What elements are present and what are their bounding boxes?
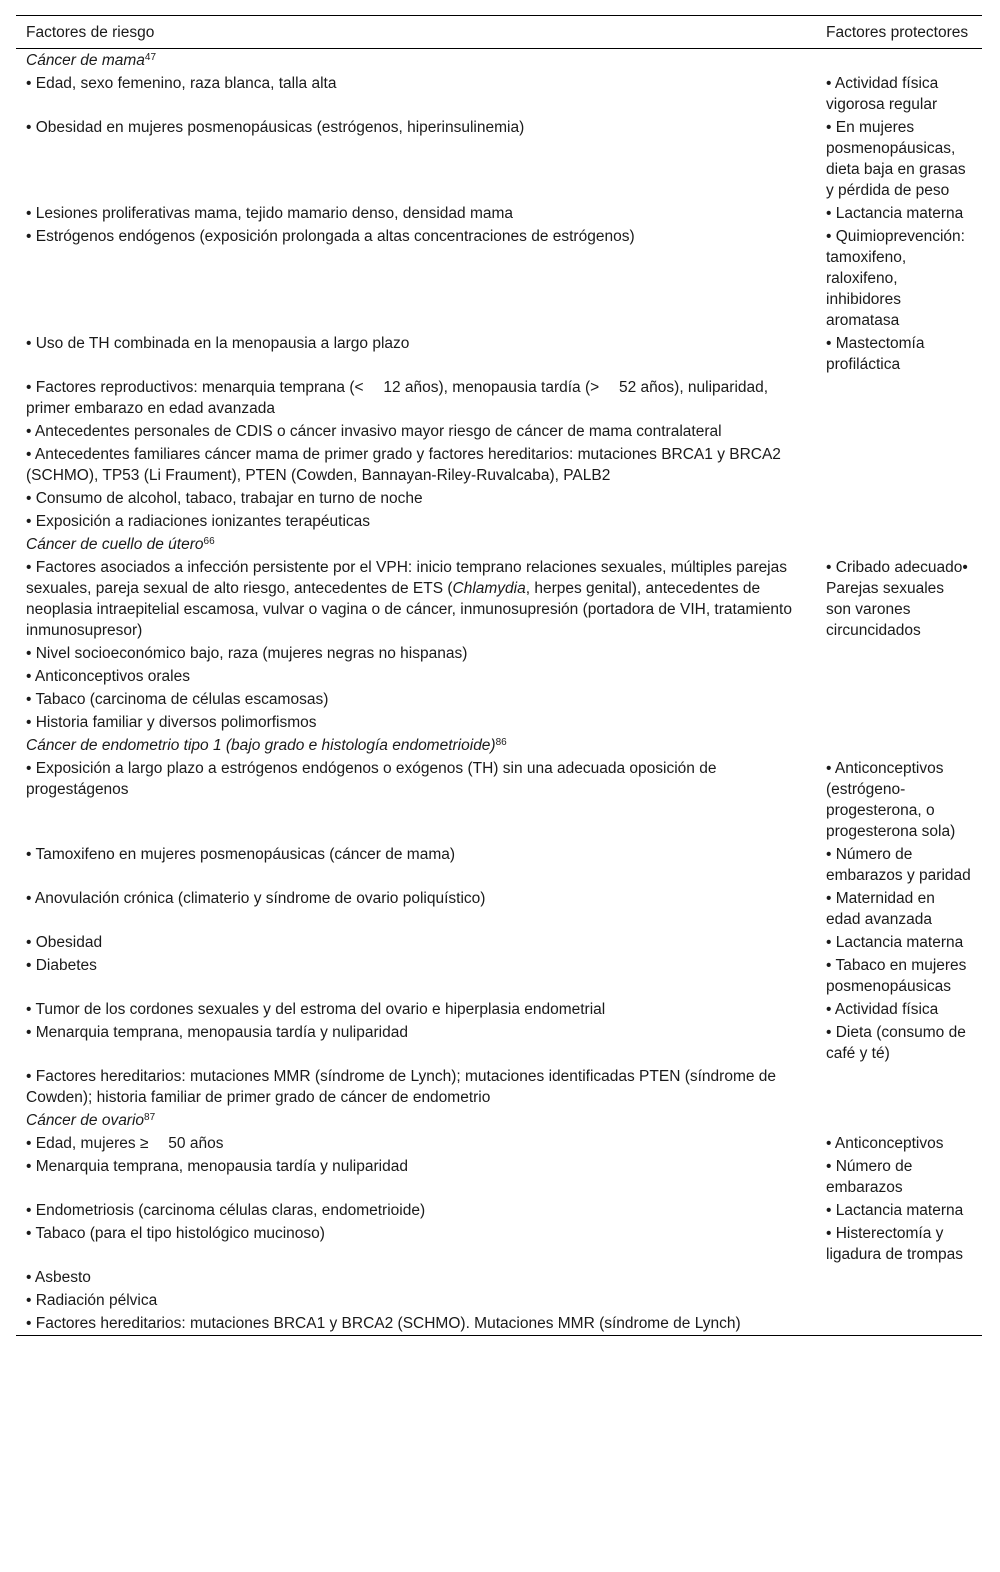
risk-cell: • Factores hereditarios: mutaciones MMR (síndrome de Lynch); mutaciones identificadas PTEN (síndrome de Cowden); historia familiar de primer grado de cáncer de endometrio: [26, 1068, 777, 1106]
table-row: [16, 954, 982, 998]
table-row: [16, 1222, 982, 1266]
table-row: [16, 688, 982, 711]
section-title: [16, 533, 982, 556]
table-row: [16, 556, 982, 642]
risk-cell: • Consumo de alcohol, tabaco, trabajar en turno de noche: [26, 490, 423, 507]
table-row: [16, 1312, 982, 1336]
risk-cell: • Edad, sexo femenino, raza blanca, talla alta: [26, 75, 337, 92]
table-row: [16, 1199, 982, 1222]
protective-cell: • Lactancia materna: [826, 205, 964, 222]
table-row: [16, 376, 982, 420]
table-row: [16, 1155, 982, 1199]
risk-cell: • Obesidad en mujeres posmenopáusicas (estrógenos, hiperinsulinemia): [26, 119, 525, 136]
protective-cell: • Quimioprevención: tamoxifeno, raloxifeno, inhibidores aromatasa: [826, 228, 965, 329]
section-row-ovarian: [16, 1109, 982, 1132]
protective-cell: [816, 487, 982, 510]
protective-cell: [816, 642, 982, 665]
table-row: [16, 757, 982, 843]
header-row: [16, 16, 982, 49]
table-row: [16, 887, 982, 931]
risk-cell: • Factores hereditarios: mutaciones BRCA1 y BRCA2 (SCHMO). Mutaciones MMR (síndrome de Lynch): [26, 1315, 741, 1332]
protective-cell: [816, 1065, 982, 1109]
risk-cell: • Tamoxifeno en mujeres posmenopáusicas (cáncer de mama): [26, 846, 456, 863]
protective-cell: • Anticonceptivos: [826, 1135, 944, 1152]
risk-text-italic: Chlamydia: [452, 580, 526, 597]
protective-cell: • Lactancia materna: [826, 934, 964, 951]
protective-cell: • Maternidad en edad avanzada: [826, 890, 935, 928]
protective-cell: [816, 420, 982, 443]
risk-cell: • Diabetes: [26, 957, 97, 974]
table-row: [16, 510, 982, 533]
protective-cell: [816, 443, 982, 487]
protective-cell: [816, 711, 982, 734]
risk-cell: • Tabaco (para el tipo histológico mucinoso): [26, 1225, 325, 1242]
table-body: [16, 49, 982, 1336]
protective-cell: • Actividad física: [826, 1001, 939, 1018]
risk-cell: • Tumor de los cordones sexuales y del estroma del ovario e hiperplasia endometrial: [26, 1001, 606, 1018]
protective-cell: [816, 1312, 982, 1336]
risk-cell: • Anticonceptivos orales: [26, 668, 190, 685]
table-row: [16, 843, 982, 887]
risk-cell: • Historia familiar y diversos polimorfismos: [26, 714, 317, 731]
risk-cell: • Tabaco (carcinoma de células escamosas): [26, 691, 329, 708]
risk-cell: • Lesiones proliferativas mama, tejido mamario denso, densidad mama: [26, 205, 514, 222]
section-row-breast: [16, 49, 982, 73]
protective-cell: • Cribado adecuado• Parejas sexuales son varones circuncidados: [826, 559, 968, 639]
risk-text-part: , herpes genital), antecedentes de neoplasia intraepitelial escamosa, vulvar o vagina o de cáncer, inmunosupresión (portadora de VIH, tratamiento inmunosupresor): [26, 580, 792, 639]
header-protective-factors: Factores protectores: [816, 16, 982, 49]
table-row: [16, 225, 982, 332]
protective-cell: • Número de embarazos: [826, 1158, 913, 1196]
table-row: [16, 487, 982, 510]
risk-cell: • Radiación pélvica: [26, 1292, 158, 1309]
table-row: [16, 72, 982, 116]
protective-cell: • Lactancia materna: [826, 1202, 964, 1219]
protective-cell: • Tabaco en mujeres posmenopáusicas: [826, 957, 967, 995]
table-row: [16, 420, 982, 443]
risk-factors-table: [16, 15, 982, 1336]
table-row: [16, 1065, 982, 1109]
protective-cell: • Anticonceptivos (estrógeno-progesterona, o progesterona sola): [826, 760, 956, 840]
risk-cell: • Edad, mujeres ≥ 50 años: [26, 1135, 224, 1152]
protective-cell: • En mujeres posmenopáusicas, dieta baja en grasas y pérdida de peso: [826, 119, 966, 199]
risk-cell: • Estrógenos endógenos (exposición prolongada a altas concentraciones de estrógenos): [26, 228, 635, 245]
protective-cell: • Dieta (consumo de café y té): [826, 1024, 966, 1062]
risk-cell: • Exposición a largo plazo a estrógenos endógenos o exógenos (TH) sin una adecuada oposición de progestágenos: [26, 760, 717, 798]
protective-cell: [816, 1266, 982, 1289]
section-title: [16, 1109, 982, 1132]
section-title-text: Cáncer de ovario: [26, 1112, 145, 1129]
section-reference: 47: [144, 52, 157, 63]
section-title-text: Cáncer de cuello de útero: [26, 536, 204, 553]
section-title-text: Cáncer de endometrio tipo 1 (bajo grado e histología endometrioide): [26, 737, 496, 754]
section-reference: 87: [144, 1112, 156, 1123]
section-row-endometrial: [16, 734, 982, 757]
section-title: [16, 734, 982, 757]
risk-cell: • Menarquia temprana, menopausia tardía y nuliparidad: [26, 1158, 408, 1175]
table-row: [16, 1266, 982, 1289]
table-row: [16, 998, 982, 1021]
protective-cell: [816, 665, 982, 688]
section-title: [16, 49, 982, 73]
table-row: [16, 711, 982, 734]
table-row: [16, 665, 982, 688]
protective-cell: [816, 510, 982, 533]
table-row: [16, 1289, 982, 1312]
risk-cell: • Exposición a radiaciones ionizantes terapéuticas: [26, 513, 371, 530]
table-row: [16, 443, 982, 487]
protective-cell: • Número de embarazos y paridad: [826, 846, 971, 884]
header-risk-factors: Factores de riesgo: [16, 16, 816, 49]
risk-cell: • Nivel socioeconómico bajo, raza (mujeres negras no hispanas): [26, 645, 468, 662]
table-row: [16, 1021, 982, 1065]
table-row: [16, 202, 982, 225]
protective-cell: • Histerectomía y ligadura de trompas: [826, 1225, 963, 1263]
risk-cell: • Anovulación crónica (climaterio y síndrome de ovario poliquístico): [26, 890, 486, 907]
risk-text-part: • Factores asociados a infección persistente por el VPH: inicio temprano relaciones sexuales, múltiples parejas sexuales, pareja sexual de alto riesgo, antecedentes de ETS (: [26, 559, 787, 597]
risk-cell: [16, 556, 816, 642]
risk-cell: • Factores reproductivos: menarquia temprana (< 12 años), menopausia tardía (> 52 años), nuliparidad, primer embarazo en edad avanzada: [26, 379, 769, 417]
table-row: [16, 332, 982, 376]
risk-cell: • Menarquia temprana, menopausia tardía y nuliparidad: [26, 1024, 408, 1041]
protective-cell: [816, 688, 982, 711]
section-row-cervical: [16, 533, 982, 556]
protective-cell: • Mastectomía profiláctica: [826, 335, 925, 373]
table-row: [16, 931, 982, 954]
protective-cell: [816, 1289, 982, 1312]
table-row: [16, 642, 982, 665]
section-title-text: Cáncer de mama: [26, 52, 145, 69]
table-row: [16, 116, 982, 202]
risk-cell: • Uso de TH combinada en la menopausia a largo plazo: [26, 335, 410, 352]
section-reference: 86: [495, 737, 507, 748]
risk-cell: • Antecedentes familiares cáncer mama de primer grado y factores hereditarios: mutaciones BRCA1 y BRCA2 (SCHMO), TP53 (Li Fraument), PTEN (Cowden, Bannayan-Riley-Ruvalcaba), PALB2: [26, 446, 781, 484]
protective-cell: [816, 376, 982, 420]
table-row: [16, 1132, 982, 1155]
risk-cell: • Obesidad: [26, 934, 103, 951]
protective-cell: • Actividad física vigorosa regular: [826, 75, 939, 113]
risk-cell: • Antecedentes personales de CDIS o cáncer invasivo mayor riesgo de cáncer de mama contralateral: [26, 423, 722, 440]
risk-cell: • Endometriosis (carcinoma células claras, endometrioide): [26, 1202, 426, 1219]
risk-cell: • Asbesto: [26, 1269, 91, 1286]
section-reference: 66: [203, 536, 215, 547]
